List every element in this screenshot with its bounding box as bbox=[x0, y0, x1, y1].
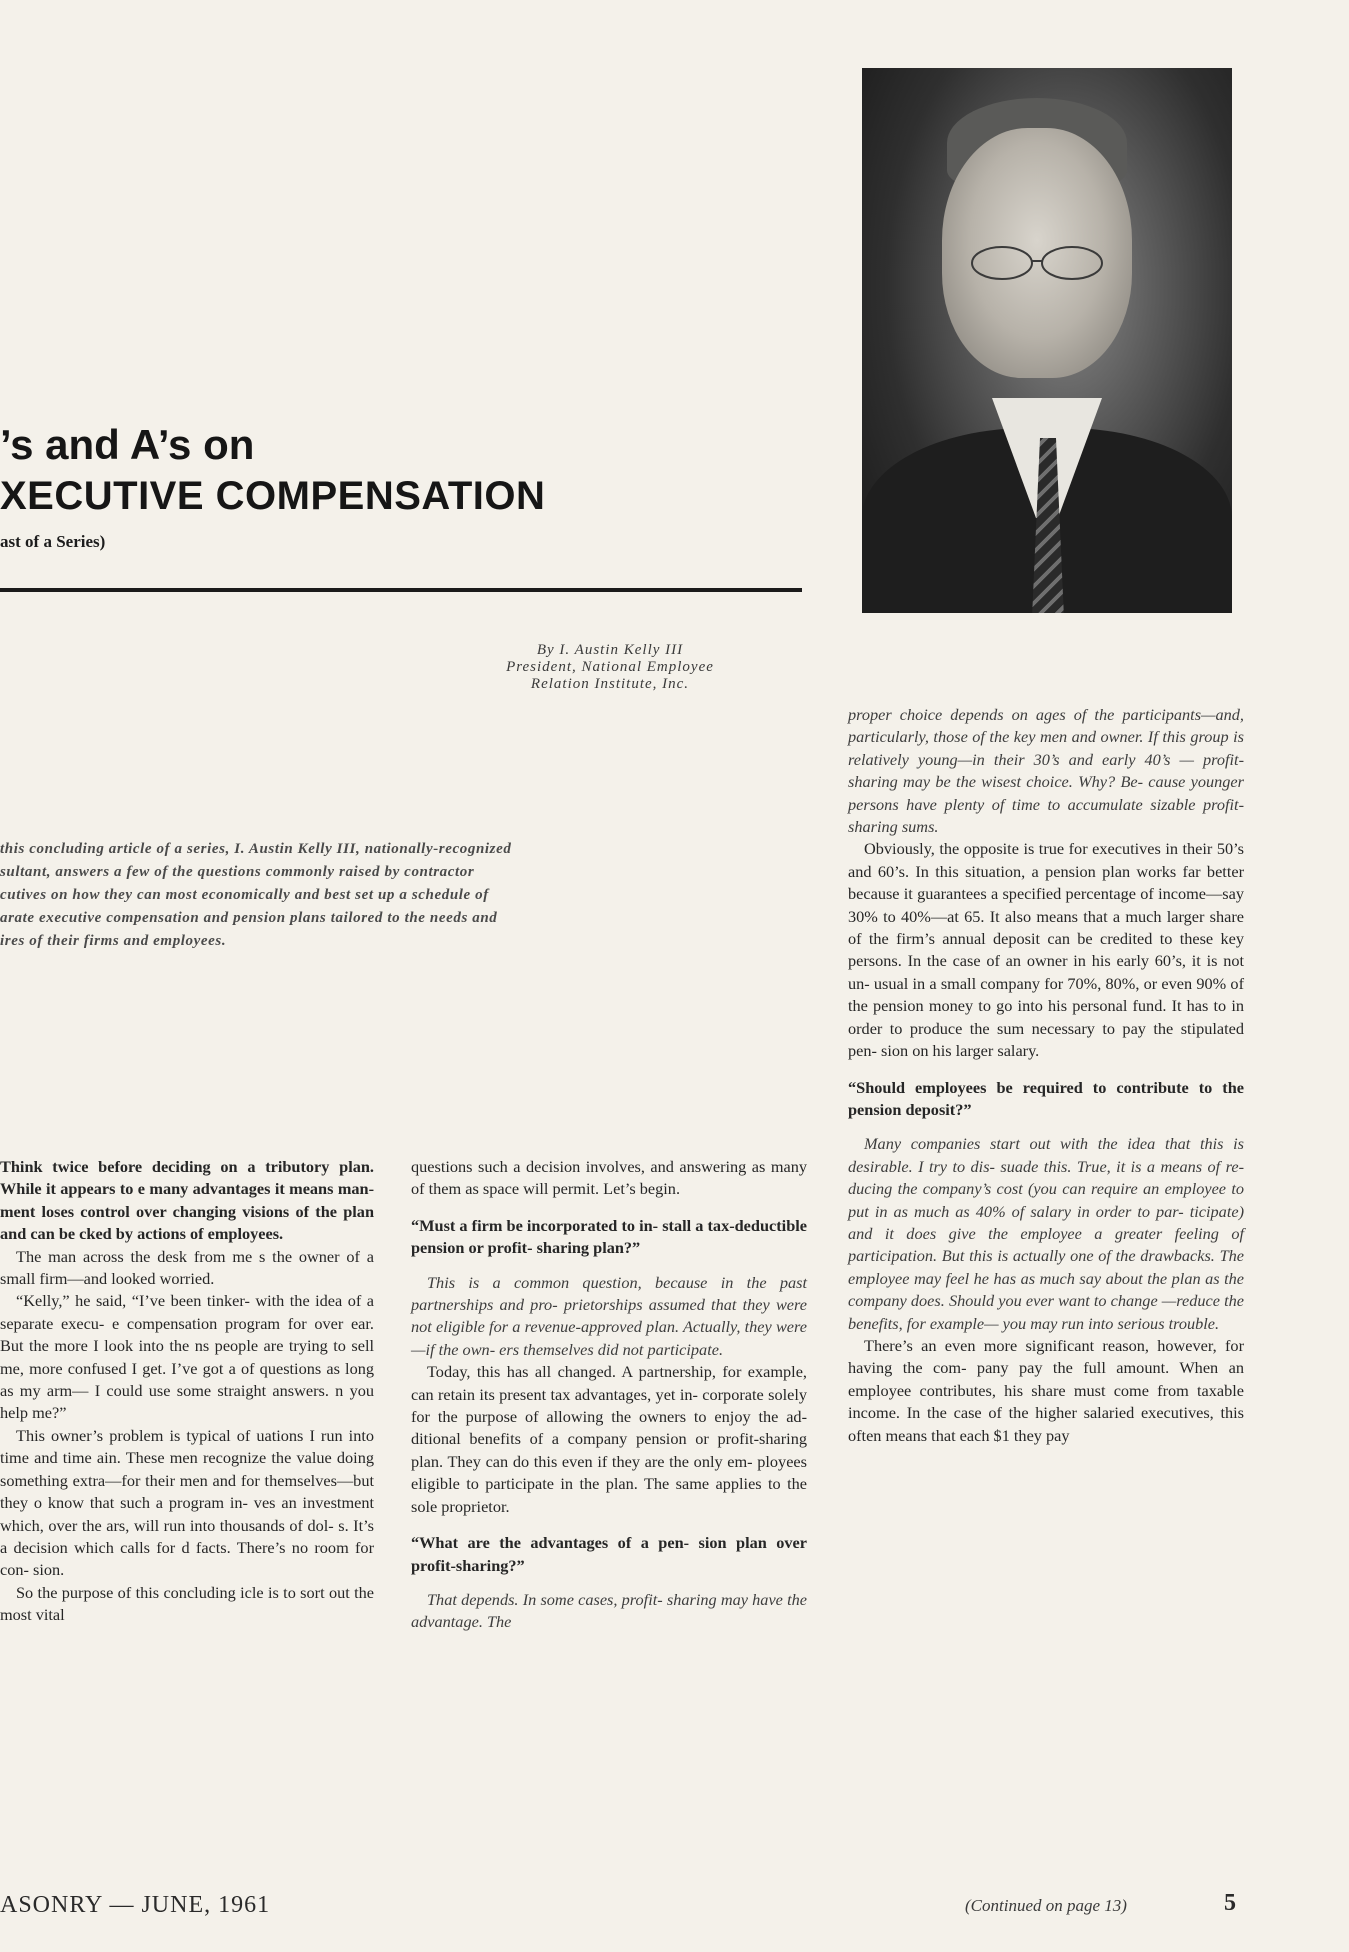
body-paragraph: Obviously, the opposite is true for executives in their 50’s and 60’s. In this situation, a pension plan works far better because it guarantees a specified percentage of income—say 30% to 40%—at 65. It also means that a much larger share of the firm’s annual deposit can be credited to these key persons. In the case of an owner in his early 60’s, it is not un- usual in a small company for 70%, 80%, or even 90% of the pension money to go into his personal fund. It has to in order to produce the sum necessary to pay the stipulated pen- sion on his larger salary. bbox=[848, 839, 1244, 1061]
question-heading: “Should employees be required to contribute to the pension deposit?” bbox=[848, 1077, 1244, 1119]
intro-line: this concluding article of a series, I. Austin Kelly III, nationally-recognized bbox=[0, 841, 512, 857]
footer-magazine-date: ASONRY — JUNE, 1961 bbox=[0, 1892, 271, 1918]
intro-line: ires of their firms and employees. bbox=[0, 933, 227, 949]
series-note: ast of a Series) bbox=[0, 532, 106, 551]
title-line-1: ’s and A’s on bbox=[0, 421, 255, 468]
answer-paragraph: proper choice depends on ages of the participants—and, particularly, those of the key men and owner. If this group is relatively young—in their 30’s and early 40’s — profit-sharing may be the wisest choice. Why? Be- cause younger persons have plenty of time to accumulate sizable profit- sharing sums. bbox=[848, 705, 1244, 837]
answer-paragraph: That depends. In some cases, profit- sharing may have the advantage. The bbox=[411, 1589, 807, 1632]
title-rule bbox=[0, 588, 802, 592]
author-portrait-photo bbox=[862, 68, 1232, 613]
body-paragraph: This owner’s problem is typical of uations I run into time and time ain. These men recognize the value doing something extra—for their men and for themselves—but they o know that such a program in- ves an investment which, over the ars, will run into thousands of dol- s. It’s a decision which calls for d facts. There’s no room for con- sion. bbox=[0, 1425, 374, 1580]
body-paragraph: So the purpose of this concluding icle is to sort out the most vital bbox=[0, 1582, 374, 1625]
intro-line: cutives on how they can most economically and best set up a schedule of bbox=[0, 887, 489, 903]
body-paragraph: Today, this has all changed. A partnership, for example, can retain its present tax advantages, yet in- corporate solely for the purpose of allowing the owners to enjoy the ad- ditional benefits of a company pension or profit-sharing plan. They can do this even if they are the only em- ployees eligible to participate in the plan. The same applies to the sole proprietor. bbox=[411, 1362, 807, 1516]
article-title bbox=[0, 420, 820, 522]
question-heading: “What are the advantages of a pen- sion plan over profit-sharing?” bbox=[411, 1533, 807, 1575]
intro-line: arate executive compensation and pension plans tailored to the needs and bbox=[0, 910, 498, 926]
body-paragraph: There’s an even more significant reason, however, for having the com- pany pay the full amount. When an employee contributes, his share must come from taxable income. In the case of the higher salaried executives, this often means that each $1 they pay bbox=[848, 1335, 1244, 1445]
byline bbox=[440, 642, 780, 693]
lead-paragraph: Think twice before deciding on a tributory plan. While it appears to e many advantages it means man- ment loses control over changing visions of the plan and can be cked by actions of employees. bbox=[0, 1157, 374, 1244]
question-heading: “Must a firm be incorporated to in- stall a tax-deductible pension or profit- sharing plan?” bbox=[411, 1215, 807, 1258]
column-3 bbox=[848, 704, 1244, 1447]
title-line-2: XECUTIVE COMPENSATION bbox=[0, 474, 546, 518]
footer-page-number: 5 bbox=[1224, 1890, 1236, 1916]
answer-paragraph: This is a common question, because in the past partnerships and pro- prietorships assumed that they were not eligible for a revenue-approved plan. Actually, they were—if the own- ers themselves did not participate. bbox=[411, 1272, 807, 1359]
continued-note: (Continued on page 13) bbox=[965, 1896, 1127, 1915]
body-paragraph: questions such a decision involves, and answering as many of them as space will permit. Let’s begin. bbox=[411, 1157, 807, 1199]
intro-line: sultant, answers a few of the questions commonly raised by contractor bbox=[0, 864, 475, 880]
byline-organization: Relation Institute, Inc. bbox=[530, 676, 690, 692]
column-2 bbox=[411, 1156, 807, 1634]
intro-paragraph bbox=[0, 838, 800, 953]
body-paragraph: “Kelly,” he said, “I’ve been tinker- with the idea of a separate execu- e compensation program for over ear. But the more I look into the ns people are trying to sell me, more confused I get. I’ve got a of questions as long as my arm— I could use some straight answers. n you help me?” bbox=[0, 1291, 374, 1423]
body-paragraph: The man across the desk from me s the owner of a small firm—and looked worried. bbox=[0, 1246, 374, 1289]
byline-author: By I. Austin Kelly III bbox=[536, 642, 684, 658]
column-1 bbox=[0, 1156, 374, 1627]
byline-title: President, National Employee bbox=[506, 659, 714, 675]
answer-paragraph: Many companies start out with the idea that this is desirable. I try to dis- suade this. True, it is a means of re- ducing the company’s cost (you can require an employee to put in as much as 40% of salary in order to par- ticipate) and it does give the employee a greater feeling of participation. But this is actually one of the drawbacks. The employee may feel he has as much say about the plan as the company does. Should you ever want to change —reduce the benefits, for example— you may run into serious trouble. bbox=[848, 1134, 1244, 1333]
portrait-glasses bbox=[962, 243, 1112, 283]
